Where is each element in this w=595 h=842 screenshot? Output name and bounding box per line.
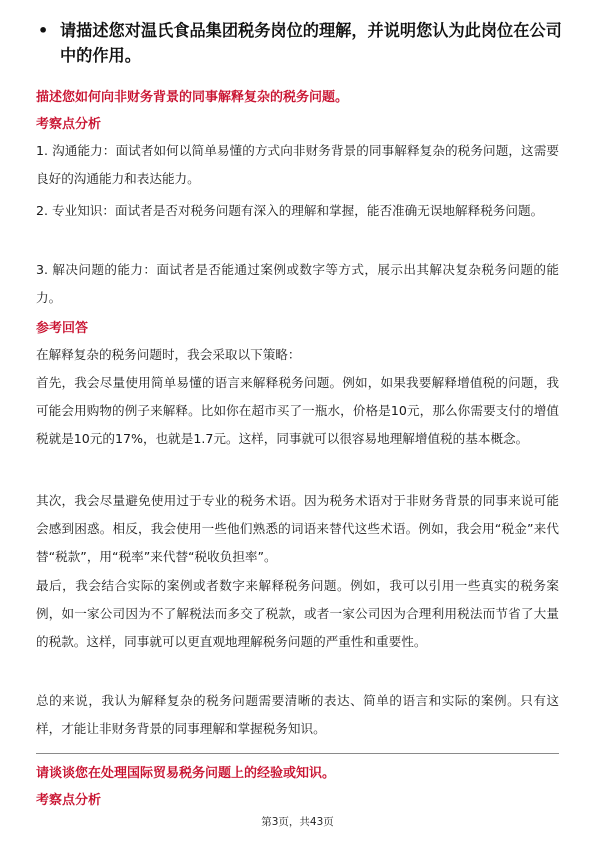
question-title-1: 描述您如何向非财务背景的同事解释复杂的税务问题。 xyxy=(36,90,349,105)
bullet-dot-icon: • xyxy=(38,21,49,40)
bullet-question xyxy=(38,18,563,68)
answer-paragraph-2: 首先，我会尽量使用简单易懂的语言来解释税务问题。例如，如果我要解释增值税的问题，我可能会用购物的例子来解释。比如你在超市买了一瓶水，价格是10元，那么你需要支付的增值税就是10元的17%，也就是1.7元。这样，同事就可以很容易地理解增值税的基本概念。 xyxy=(36,375,559,446)
page-number: 第3页，共43页 xyxy=(261,816,334,828)
question-title-2: 请谈谈您在处理国际贸易税务问题上的经验或知识。 xyxy=(36,766,336,781)
section-divider xyxy=(36,753,559,754)
analysis-heading-2: 考察点分析 xyxy=(36,793,102,808)
answer-paragraph-3: 其次，我会尽量避免使用过于专业的税务术语。因为税务术语对于非财务背景的同事来说可能会感到困惑。相反，我会使用一些他们熟悉的词语来替代这些术语。例如，我会用“税金”来代替“税款”，用“税率”来代替“税收负担率”。 xyxy=(36,493,559,564)
answer-paragraph-1: 在解释复杂的税务问题时，我会采取以下策略： xyxy=(36,347,301,362)
question-text: 请描述您对温氏食品集团税务岗位的理解，并说明您认为此岗位在公司中的作用。 xyxy=(60,21,562,65)
analysis-point-3: 3. 解决问题的能力：面试者是否能通过案例或数字等方式，展示出其解决复杂税务问题的能力。 xyxy=(36,262,559,305)
analysis-point-1: 1. 沟通能力：面试者如何以简单易懂的方式向非财务背景的同事解释复杂的税务问题，这需要良好的沟通能力和表达能力。 xyxy=(36,143,559,186)
analysis-heading-1: 考察点分析 xyxy=(36,117,102,132)
analysis-point-2: 2. 专业知识：面试者是否对税务问题有深入的理解和掌握，能否准确无误地解释税务问题。 xyxy=(36,203,544,218)
answer-paragraph-5: 总的来说，我认为解释复杂的税务问题需要清晰的表达、简单的语言和实际的案例。只有这样，才能让非财务背景的同事理解和掌握税务知识。 xyxy=(36,693,559,736)
answer-paragraph-4: 最后，我会结合实际的案例或者数字来解释税务问题。例如，我可以引用一些真实的税务案例，如一家公司因为不了解税法而多交了税款，或者一家公司因为合理利用税法而节省了大量的税款。这样，同事就可以更直观地理解税务问题的严重性和重要性。 xyxy=(36,578,559,649)
answer-heading: 参考回答 xyxy=(36,321,89,336)
